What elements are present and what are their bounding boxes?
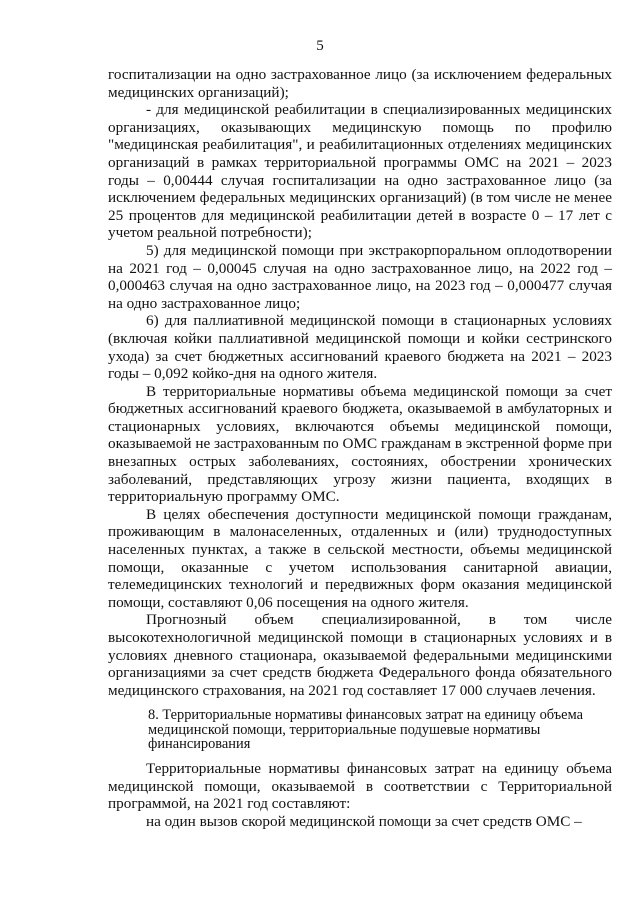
- paragraph: В целях обеспечения доступности медицинской помощи гражданам, проживающим в малонаселенных, отдаленных и (или) труднодоступных населенных пунктах, а также в сельской местности, объемы медицинской помощи, оказанные с учетом использования санитарной авиации, телемедицинских технологий и передвижных форм оказания медицинской помощи, составляют 0,06 посещения на одного жителя.: [108, 505, 612, 611]
- paragraph: Территориальные нормативы финансовых затрат на единицу объема медицинской помощи, оказываемой в соответствии с Территориальной программой, на 2021 год составляют:: [108, 760, 612, 813]
- paragraph: на один вызов скорой медицинской помощи за счет средств ОМС –: [146, 812, 582, 830]
- document-body: [108, 66, 612, 699]
- paragraph: госпитализации на одно застрахованное лицо (за исключением федеральных медицинских организаций);: [108, 66, 612, 101]
- paragraph: Прогнозный объем специализированной, в том числе высокотехнологичной медицинской помощи в стационарных условиях и в условиях дневного стационара, оказываемой федеральными медицинскими организациями за счет средств бюджета Федерального фонда обязательного медицинского страхования, на 2021 год составляет 17 000 случаев лечения.: [108, 611, 612, 699]
- paragraph: 6) для паллиативной медицинской помощи в стационарных условиях (включая койки паллиативной медицинской помощи и койки сестринского ухода) за счет бюджетных ассигнований краевого бюджета на 2021 – 2023 годы – 0,092 койко-дня на одного жителя.: [108, 312, 612, 383]
- page-number: 5: [316, 38, 324, 54]
- paragraph: - для медицинской реабилитации в специализированных медицинских организациях, оказывающих медицинскую помощь по профилю "медицинская реабилитация", и реабилитационных отделениях медицинских организаций в рамках территориальной программы ОМС на 2021 – 2023 годы – 0,00444 случая госпитализации на одно застрахованное лицо (за исключением федеральных медицинских организаций) (в том числе не менее 25 процентов для медицинской реабилитации детей в возрасте 0 – 17 лет с учетом реальной потребности);: [108, 101, 612, 242]
- paragraph: 5) для медицинской помощи при экстракорпоральном оплодотворении на 2021 год – 0,00045 случая на одно застрахованное лицо, на 2022 год – 0,000463 случая на одно застрахованное лицо, на 2023 год – 0,000477 случая на одно застрахованное лицо;: [108, 241, 612, 312]
- document-body-continued: [108, 760, 612, 830]
- section-heading: 8. Территориальные нормативы финансовых затрат на единицу объема медицинской помощи, территориальные подушевые нормативы финансирования: [148, 707, 583, 752]
- paragraph: В территориальные нормативы объема медицинской помощи за счет бюджетных ассигнований краевого бюджета, оказываемой в амбулаторных и стационарных условиях, включаются объемы медицинской помощи, оказываемой не застрахованным по ОМС гражданам в экстренной форме при внезапных острых заболеваниях, состояниях, обострении хронических заболеваний, представляющих угрозу жизни пациента, входящих в территориальную программу ОМС.: [108, 382, 612, 506]
